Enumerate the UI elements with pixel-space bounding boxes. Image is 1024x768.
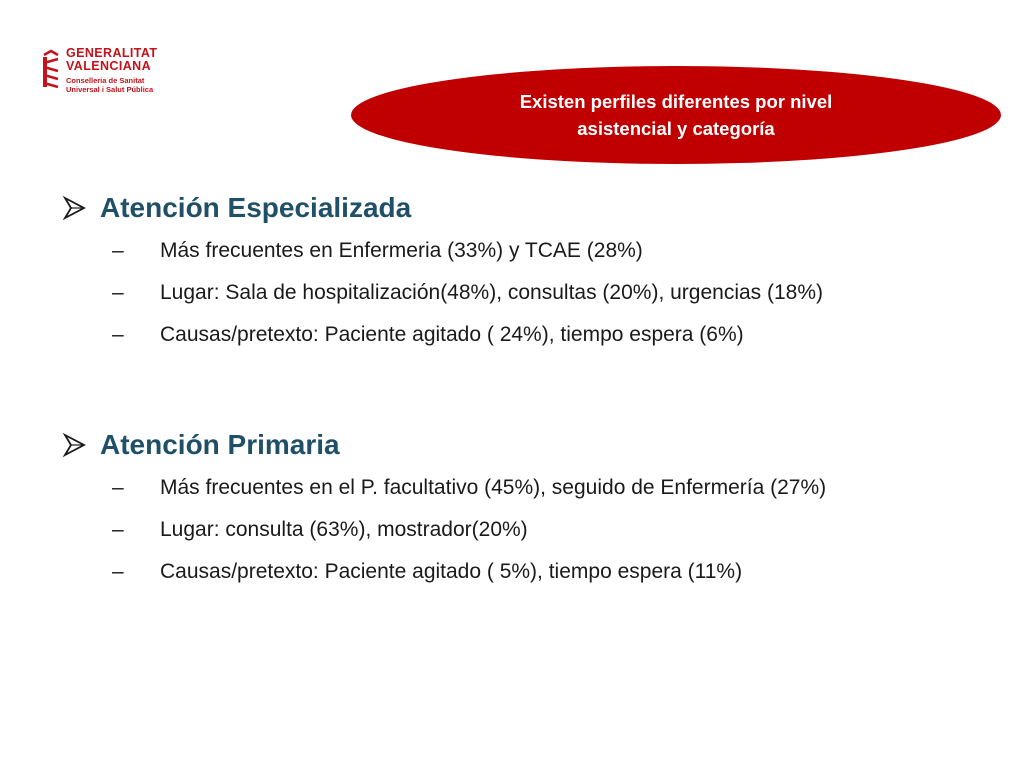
- section-heading-text: Atención Especializada: [100, 192, 412, 223]
- bullet-list: [62, 467, 1002, 593]
- chevron-right-icon: [62, 195, 88, 221]
- list-item: [62, 230, 1002, 272]
- dash-bullet: –: [112, 476, 124, 499]
- section-heading: [62, 423, 1002, 467]
- dash-bullet: –: [112, 323, 124, 346]
- section-heading: [62, 186, 1002, 230]
- generalitat-logo: [41, 47, 171, 103]
- list-item: [62, 509, 1002, 551]
- chevron-right-icon: [62, 432, 88, 458]
- list-item: [62, 467, 1002, 509]
- bullet-list: [62, 230, 1002, 356]
- logo-line-generalitat: GENERALITAT: [66, 46, 158, 60]
- logo-line-valenciana: VALENCIANA: [66, 59, 152, 73]
- section-atencion-especializada: [62, 186, 1002, 356]
- dash-bullet: –: [112, 239, 124, 262]
- dash-bullet: –: [112, 560, 124, 583]
- logo-wordmark: [66, 47, 157, 94]
- logo-line-universal: Universal i Salut Pública: [66, 85, 154, 94]
- callout-ellipse: [349, 64, 1003, 166]
- logo-line-conselleria: Conselleria de Sanitat: [66, 76, 145, 85]
- list-item-text: Más frecuentes en Enfermeria (33%) y TCAE (28%): [160, 239, 643, 262]
- list-item-text: Más frecuentes en el P. facultativo (45%), seguido de Enfermería (27%): [160, 476, 827, 499]
- list-item: [62, 272, 1002, 314]
- list-item-text: Lugar: Sala de hospitalización(48%), consultas (20%), urgencias (18%): [160, 281, 824, 304]
- list-item-text: Lugar: consulta (63%), mostrador(20%): [160, 518, 528, 541]
- dash-bullet: –: [112, 518, 124, 541]
- list-item-text: Causas/pretexto: Paciente agitado ( 24%), tiempo espera (6%): [160, 323, 744, 346]
- dash-bullet: –: [112, 281, 124, 304]
- callout-line-1: Existen perfiles diferentes por nivel: [519, 91, 833, 112]
- callout-text: [349, 88, 1003, 142]
- list-item-text: Causas/pretexto: Paciente agitado ( 5%), tiempo espera (11%): [160, 560, 743, 583]
- list-item: [62, 314, 1002, 356]
- list-item: [62, 551, 1002, 593]
- callout-line-2: asistencial y categoría: [577, 118, 775, 139]
- section-heading-text: Atención Primaria: [100, 429, 340, 460]
- section-atencion-primaria: [62, 423, 1002, 593]
- generalitat-emblem-icon: [41, 49, 61, 93]
